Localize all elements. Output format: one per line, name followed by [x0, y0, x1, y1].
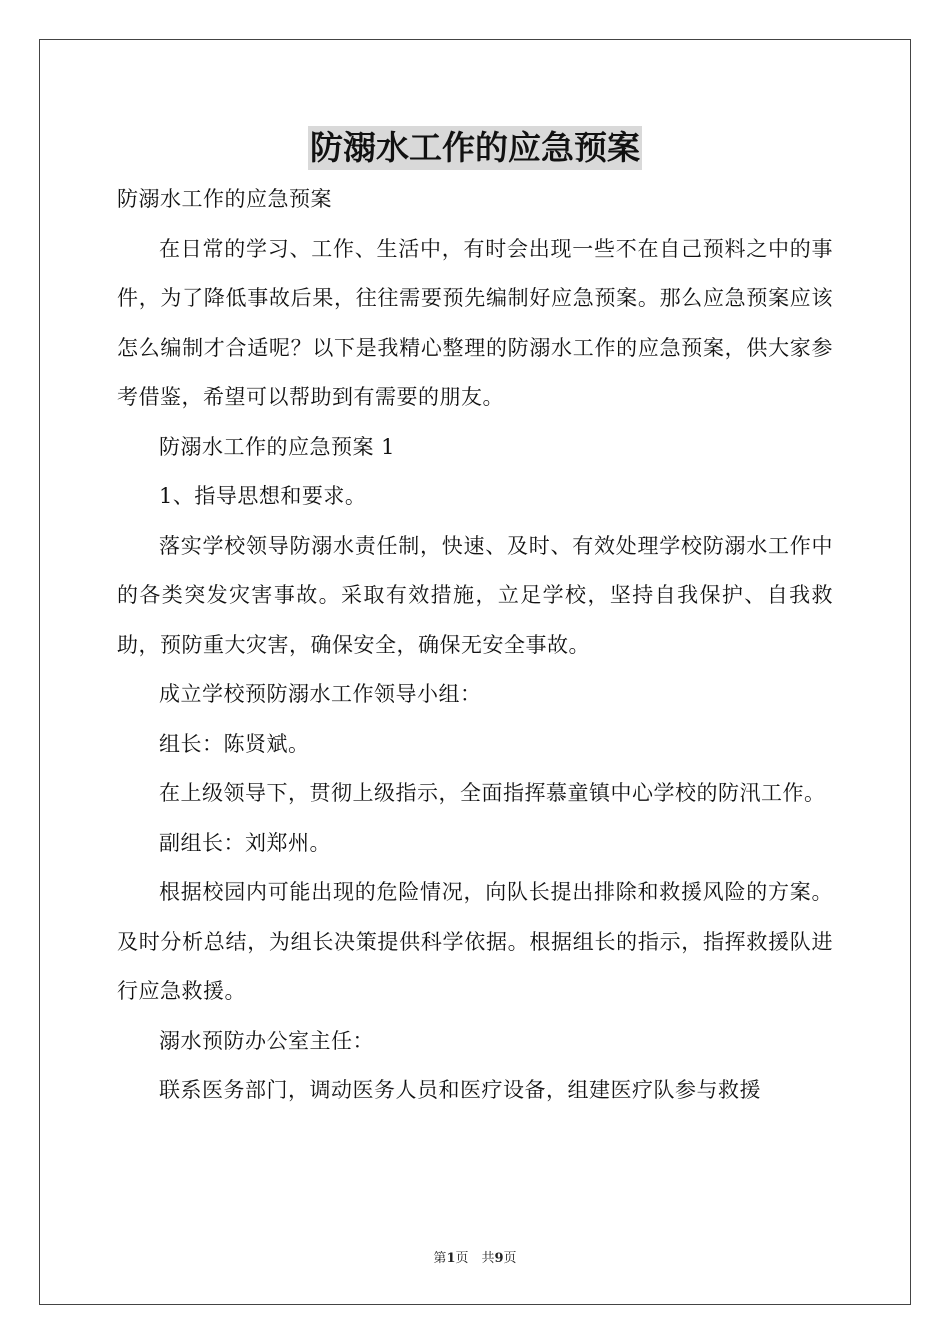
- title-container: [0, 126, 950, 170]
- page-footer: [0, 1247, 950, 1266]
- paragraph: 防溺水工作的应急预案 1: [159, 434, 396, 459]
- paragraph: 在日常的学习、工作、生活中，有时会出现一些不在自己预料之中的事件，为了降低事故后果，往往需要预先编制好应急预案。那么应急预案应该怎么编制才合适呢？以下是我精心整理的防溺水工作的应急预案，供大家参考借鉴，希望可以帮助到有需要的朋友。: [117, 236, 833, 409]
- paragraph: 根据校园内可能出现的危险情况，向队长提出排除和救援风险的方案。及时分析总结，为组长决策提供科学依据。根据组长的指示，指挥救援队进行应急救援。: [117, 880, 833, 1003]
- document-body: [117, 175, 833, 1116]
- current-page-number: 1: [446, 1251, 456, 1266]
- paragraph: 副组长：刘郑州。: [159, 830, 331, 855]
- paragraph: 溺水预防办公室主任：: [159, 1028, 374, 1053]
- footer-prefix: 第: [433, 1251, 447, 1266]
- total-page-number: 9: [494, 1251, 504, 1266]
- paragraph: 组长：陈贤斌。: [159, 731, 310, 756]
- paragraph: 1、指导思想和要求。: [159, 484, 367, 508]
- footer-mid: 页 共: [455, 1251, 495, 1266]
- paragraph: 成立学校预防溺水工作领导小组：: [159, 682, 482, 706]
- paragraph: 在上级领导下，贯彻上级指示，全面指挥慕童镇中心学校的防汛工作。: [159, 781, 826, 805]
- document-title: 防溺水工作的应急预案: [308, 126, 642, 170]
- paragraph: 落实学校领导防溺水责任制，快速、及时、有效处理学校防溺水工作中的各类突发灾害事故。采取有效措施，立足学校，坚持自我保护、自我救助，预防重大灾害，确保安全，确保无安全事故。: [117, 533, 833, 657]
- paragraph: 联系医务部门，调动医务人员和医疗设备，组建医疗队参与救援: [159, 1078, 761, 1102]
- footer-suffix: 页: [503, 1251, 517, 1266]
- paragraph: 防溺水工作的应急预案: [117, 187, 332, 211]
